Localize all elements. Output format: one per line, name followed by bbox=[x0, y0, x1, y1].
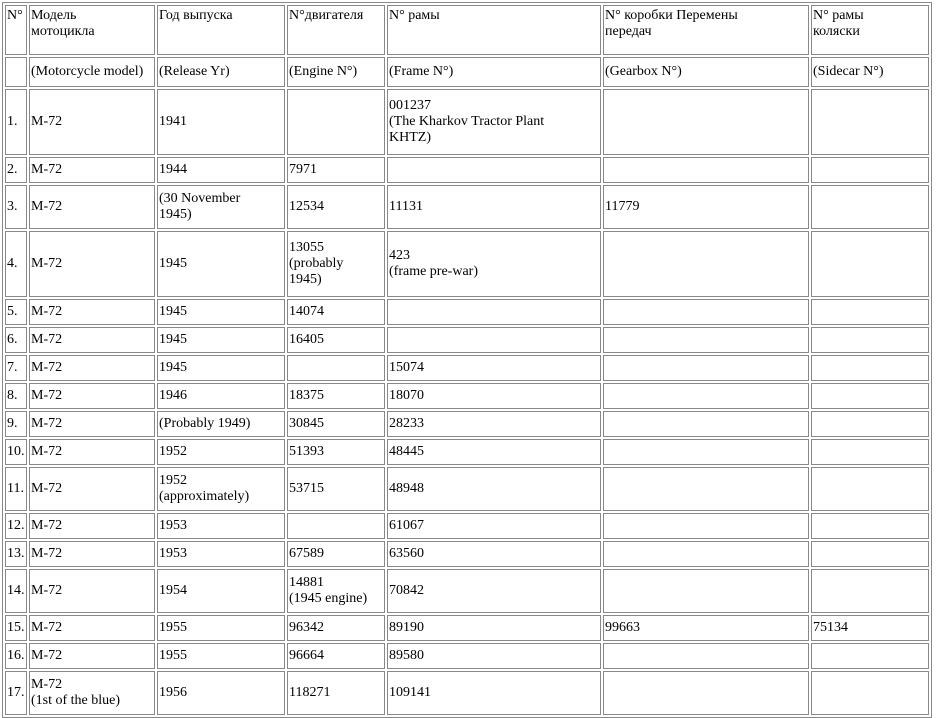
cell-num: 10. bbox=[5, 439, 27, 465]
cell-sidecar bbox=[811, 467, 929, 511]
table-row bbox=[5, 541, 929, 567]
cell-gearbox bbox=[603, 541, 809, 567]
cell-gearbox bbox=[603, 157, 809, 183]
cell-engine: 118271 bbox=[287, 671, 385, 715]
subheader-gearbox: (Gearbox N°) bbox=[603, 57, 809, 87]
cell-sidecar bbox=[811, 185, 929, 229]
cell-num: 15. bbox=[5, 615, 27, 641]
cell-sidecar bbox=[811, 299, 929, 325]
cell-engine: 14074 bbox=[287, 299, 385, 325]
cell-gearbox bbox=[603, 411, 809, 437]
subheader-year: (Release Yr) bbox=[157, 57, 285, 87]
table-row bbox=[5, 327, 929, 353]
header-sidecar: N° рамы коляски bbox=[811, 5, 929, 55]
cell-year: 1945 bbox=[157, 327, 285, 353]
cell-year: 1941 bbox=[157, 89, 285, 155]
cell-gearbox bbox=[603, 467, 809, 511]
cell-model: M-72 bbox=[29, 569, 155, 613]
motorcycle-table-container bbox=[2, 2, 932, 718]
cell-year: 1952 bbox=[157, 439, 285, 465]
table-row bbox=[5, 185, 929, 229]
cell-sidecar bbox=[811, 439, 929, 465]
cell-gearbox bbox=[603, 383, 809, 409]
header-num: N° bbox=[5, 5, 27, 55]
table-row bbox=[5, 643, 929, 669]
cell-year: (30 November 1945) bbox=[157, 185, 285, 229]
cell-year: 1944 bbox=[157, 157, 285, 183]
cell-frame bbox=[387, 327, 601, 353]
cell-engine: 30845 bbox=[287, 411, 385, 437]
cell-model: M-72 bbox=[29, 411, 155, 437]
cell-year: 1955 bbox=[157, 615, 285, 641]
cell-num: 2. bbox=[5, 157, 27, 183]
cell-model: M-72 bbox=[29, 541, 155, 567]
cell-sidecar bbox=[811, 383, 929, 409]
cell-frame: 61067 bbox=[387, 513, 601, 539]
cell-engine: 67589 bbox=[287, 541, 385, 567]
table-row bbox=[5, 671, 929, 715]
table-row bbox=[5, 89, 929, 155]
cell-num: 14. bbox=[5, 569, 27, 613]
cell-sidecar bbox=[811, 231, 929, 297]
cell-year: 1952 (approximately) bbox=[157, 467, 285, 511]
cell-sidecar: 75134 bbox=[811, 615, 929, 641]
cell-frame: 70842 bbox=[387, 569, 601, 613]
cell-model: M-72 bbox=[29, 327, 155, 353]
cell-gearbox: 99663 bbox=[603, 615, 809, 641]
cell-engine: 12534 bbox=[287, 185, 385, 229]
cell-sidecar bbox=[811, 327, 929, 353]
cell-year: 1954 bbox=[157, 569, 285, 613]
cell-model: M-72 bbox=[29, 467, 155, 511]
cell-engine: 14881 (1945 engine) bbox=[287, 569, 385, 613]
cell-num: 1. bbox=[5, 89, 27, 155]
cell-frame: 15074 bbox=[387, 355, 601, 381]
cell-num: 13. bbox=[5, 541, 27, 567]
cell-engine: 53715 bbox=[287, 467, 385, 511]
header-gearbox: N° коробки Перемены передач bbox=[603, 5, 809, 55]
table-row bbox=[5, 569, 929, 613]
cell-frame: 11131 bbox=[387, 185, 601, 229]
cell-sidecar bbox=[811, 671, 929, 715]
cell-frame: 48948 bbox=[387, 467, 601, 511]
header-row-russian bbox=[5, 5, 929, 55]
cell-frame: 89580 bbox=[387, 643, 601, 669]
cell-frame bbox=[387, 299, 601, 325]
cell-model: M-72 bbox=[29, 157, 155, 183]
cell-year: 1953 bbox=[157, 513, 285, 539]
subheader-model: (Motorcycle model) bbox=[29, 57, 155, 87]
cell-gearbox bbox=[603, 299, 809, 325]
cell-year: 1945 bbox=[157, 299, 285, 325]
cell-year: 1945 bbox=[157, 355, 285, 381]
table-row bbox=[5, 355, 929, 381]
cell-num: 4. bbox=[5, 231, 27, 297]
cell-engine bbox=[287, 355, 385, 381]
cell-gearbox bbox=[603, 355, 809, 381]
cell-engine: 96342 bbox=[287, 615, 385, 641]
cell-model: M-72 bbox=[29, 89, 155, 155]
cell-model: M-72 (1st of the blue) bbox=[29, 671, 155, 715]
cell-gearbox bbox=[603, 327, 809, 353]
table-row bbox=[5, 439, 929, 465]
cell-year: 1953 bbox=[157, 541, 285, 567]
cell-model: M-72 bbox=[29, 615, 155, 641]
cell-engine: 16405 bbox=[287, 327, 385, 353]
cell-gearbox: 11779 bbox=[603, 185, 809, 229]
cell-model: M-72 bbox=[29, 439, 155, 465]
subheader-sidecar: (Sidecar N°) bbox=[811, 57, 929, 87]
cell-sidecar bbox=[811, 643, 929, 669]
cell-frame bbox=[387, 157, 601, 183]
cell-frame: 001237 (The Kharkov Tractor Plant KHTZ) bbox=[387, 89, 601, 155]
table-row bbox=[5, 615, 929, 641]
cell-engine bbox=[287, 513, 385, 539]
cell-sidecar bbox=[811, 355, 929, 381]
cell-frame: 423 (frame pre-war) bbox=[387, 231, 601, 297]
subheader-num bbox=[5, 57, 27, 87]
cell-sidecar bbox=[811, 89, 929, 155]
cell-model: M-72 bbox=[29, 355, 155, 381]
cell-num: 6. bbox=[5, 327, 27, 353]
cell-sidecar bbox=[811, 157, 929, 183]
cell-year: 1956 bbox=[157, 671, 285, 715]
cell-gearbox bbox=[603, 439, 809, 465]
cell-year: 1945 bbox=[157, 231, 285, 297]
cell-model: M-72 bbox=[29, 643, 155, 669]
cell-year: 1955 bbox=[157, 643, 285, 669]
cell-model: M-72 bbox=[29, 383, 155, 409]
cell-num: 7. bbox=[5, 355, 27, 381]
cell-num: 3. bbox=[5, 185, 27, 229]
header-frame: N° рамы bbox=[387, 5, 601, 55]
cell-model: M-72 bbox=[29, 231, 155, 297]
cell-engine: 96664 bbox=[287, 643, 385, 669]
cell-year: 1946 bbox=[157, 383, 285, 409]
cell-sidecar bbox=[811, 513, 929, 539]
cell-num: 5. bbox=[5, 299, 27, 325]
cell-num: 11. bbox=[5, 467, 27, 511]
cell-model: M-72 bbox=[29, 513, 155, 539]
table-row bbox=[5, 231, 929, 297]
cell-num: 17. bbox=[5, 671, 27, 715]
header-model: Модель мотоцикла bbox=[29, 5, 155, 55]
header-row-english bbox=[5, 57, 929, 87]
header-year: Год выпуска bbox=[157, 5, 285, 55]
cell-gearbox bbox=[603, 231, 809, 297]
cell-engine bbox=[287, 89, 385, 155]
cell-frame: 63560 bbox=[387, 541, 601, 567]
cell-num: 12. bbox=[5, 513, 27, 539]
cell-model: M-72 bbox=[29, 185, 155, 229]
table-row bbox=[5, 513, 929, 539]
cell-gearbox bbox=[603, 643, 809, 669]
table-row bbox=[5, 383, 929, 409]
cell-gearbox bbox=[603, 89, 809, 155]
table-row bbox=[5, 157, 929, 183]
cell-engine: 51393 bbox=[287, 439, 385, 465]
cell-model: M-72 bbox=[29, 299, 155, 325]
cell-gearbox bbox=[603, 671, 809, 715]
cell-frame: 28233 bbox=[387, 411, 601, 437]
cell-sidecar bbox=[811, 541, 929, 567]
table-row bbox=[5, 411, 929, 437]
cell-engine: 13055 (probably 1945) bbox=[287, 231, 385, 297]
header-engine: N°двигателя bbox=[287, 5, 385, 55]
subheader-engine: (Engine N°) bbox=[287, 57, 385, 87]
cell-frame: 18070 bbox=[387, 383, 601, 409]
cell-gearbox bbox=[603, 569, 809, 613]
motorcycle-serial-table bbox=[2, 2, 932, 718]
cell-sidecar bbox=[811, 569, 929, 613]
cell-num: 8. bbox=[5, 383, 27, 409]
table-row bbox=[5, 467, 929, 511]
cell-frame: 109141 bbox=[387, 671, 601, 715]
cell-num: 9. bbox=[5, 411, 27, 437]
cell-gearbox bbox=[603, 513, 809, 539]
cell-num: 16. bbox=[5, 643, 27, 669]
cell-frame: 89190 bbox=[387, 615, 601, 641]
cell-frame: 48445 bbox=[387, 439, 601, 465]
cell-sidecar bbox=[811, 411, 929, 437]
cell-year: (Probably 1949) bbox=[157, 411, 285, 437]
cell-engine: 18375 bbox=[287, 383, 385, 409]
cell-engine: 7971 bbox=[287, 157, 385, 183]
subheader-frame: (Frame N°) bbox=[387, 57, 601, 87]
table-row bbox=[5, 299, 929, 325]
